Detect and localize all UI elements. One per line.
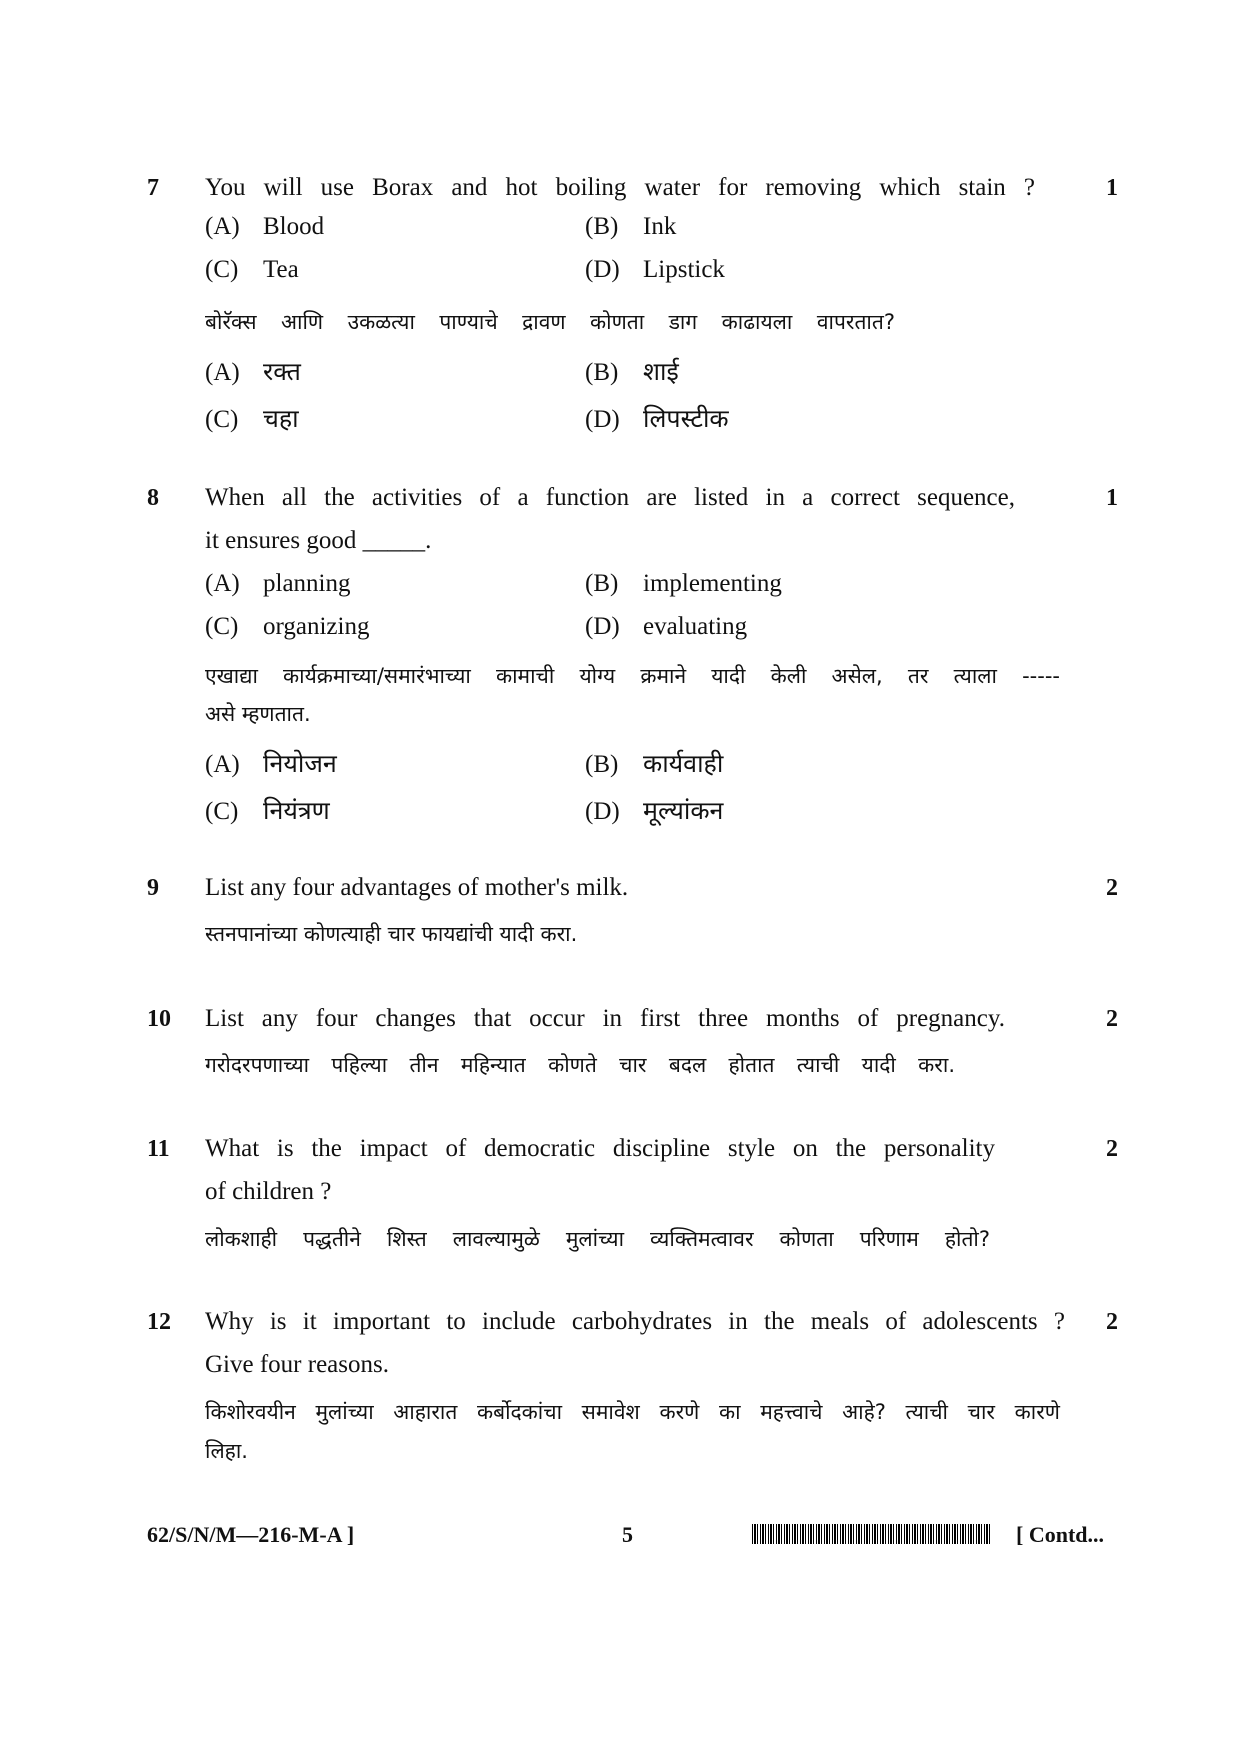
option-b-en: (B) Ink xyxy=(585,213,677,240)
question-text-mr: लोकशाही पद्धतीने शिस्त लावल्यामुळे मुलांच्या व्यक्तिमत्वावर कोणता परिणाम होतो? xyxy=(205,1227,990,1251)
option-a-mr: (A) रक्त xyxy=(205,357,301,386)
option-d-mr: (D) लिपस्टीक xyxy=(585,404,729,433)
option-c-mr: (C) नियंत्रण xyxy=(205,796,330,825)
question-text-en-line-2: it ensures good _____. xyxy=(205,527,432,554)
question-text-mr-line-1: किशोरवयीन मुलांच्या आहारात कर्बोदकांचा समावेश करणे का महत्त्वाचे आहे? त्याची चार कारणे xyxy=(205,1400,1060,1424)
question-number: 11 xyxy=(147,1136,170,1162)
question-text-mr: बोरॅक्स आणि उकळत्या पाण्याचे द्रावण कोणता डाग काढायला वापरतात? xyxy=(205,310,895,334)
question-marks: 2 xyxy=(1106,1309,1118,1335)
question-marks: 1 xyxy=(1106,485,1118,511)
question-text-en: List any four changes that occur in first three months of pregnancy. xyxy=(205,1005,1005,1032)
question-marks: 2 xyxy=(1106,1136,1118,1162)
question-number: 10 xyxy=(147,1006,171,1032)
question-marks: 2 xyxy=(1106,1006,1118,1032)
question-text-mr: स्तनपानांच्या कोणत्याही चार फायद्यांची यादी करा. xyxy=(205,922,578,946)
question-text-en: List any four advantages of mother's milk. xyxy=(205,874,629,901)
question-text-en-line-2: Give four reasons. xyxy=(205,1351,389,1378)
page-number: 5 xyxy=(622,1522,633,1547)
option-a-mr: (A) नियोजन xyxy=(205,749,337,778)
question-text-mr: गरोदरपणाच्या पहिल्या तीन महिन्यात कोणते चार बदल होतात त्याची यादी करा. xyxy=(205,1053,955,1077)
question-text-en: You will use Borax and hot boiling water for removing which stain ? xyxy=(205,174,1035,201)
option-d-mr: (D) मूल्यांकन xyxy=(585,796,724,825)
option-a-en: (A) Blood xyxy=(205,213,325,240)
question-text-mr-line-1: एखाद्या कार्यक्रमाच्या/समारंभाच्या कामाची योग्य क्रमाने यादी केली असेल, तर त्याला ----- xyxy=(205,664,1060,688)
question-text-en-line-1: Why is it important to include carbohydrates in the meals of adolescents ? xyxy=(205,1308,1065,1335)
option-d-en: (D) evaluating xyxy=(585,613,748,640)
question-number: 9 xyxy=(147,875,159,901)
option-b-en: (B) implementing xyxy=(585,570,782,597)
option-b-mr: (B) कार्यवाही xyxy=(585,749,724,778)
question-number: 7 xyxy=(147,175,159,201)
option-b-mr: (B) शाई xyxy=(585,357,679,386)
question-marks: 1 xyxy=(1106,175,1118,201)
option-a-en: (A) planning xyxy=(205,570,351,597)
question-text-en-line-1: What is the impact of democratic discipline style on the personality xyxy=(205,1135,995,1162)
question-marks: 2 xyxy=(1106,875,1118,901)
question-text-en-line-2: of children ? xyxy=(205,1178,332,1205)
barcode-icon xyxy=(752,1524,992,1544)
paper-code: 62/S/N/M—216-M-A ] xyxy=(147,1522,355,1547)
option-c-mr: (C) चहा xyxy=(205,404,299,433)
question-number: 8 xyxy=(147,485,159,511)
question-number: 12 xyxy=(147,1309,171,1335)
question-text-mr-line-2: असे म्हणतात. xyxy=(205,702,311,726)
option-d-en: (D) Lipstick xyxy=(585,256,725,283)
question-text-en-line-1: When all the activities of a function are listed in a correct sequence, xyxy=(205,484,1015,511)
option-c-en: (C) Tea xyxy=(205,256,299,283)
question-text-mr-line-2: लिहा. xyxy=(205,1439,248,1463)
option-c-en: (C) organizing xyxy=(205,613,370,640)
contd-label: [ Contd... xyxy=(1016,1522,1105,1547)
